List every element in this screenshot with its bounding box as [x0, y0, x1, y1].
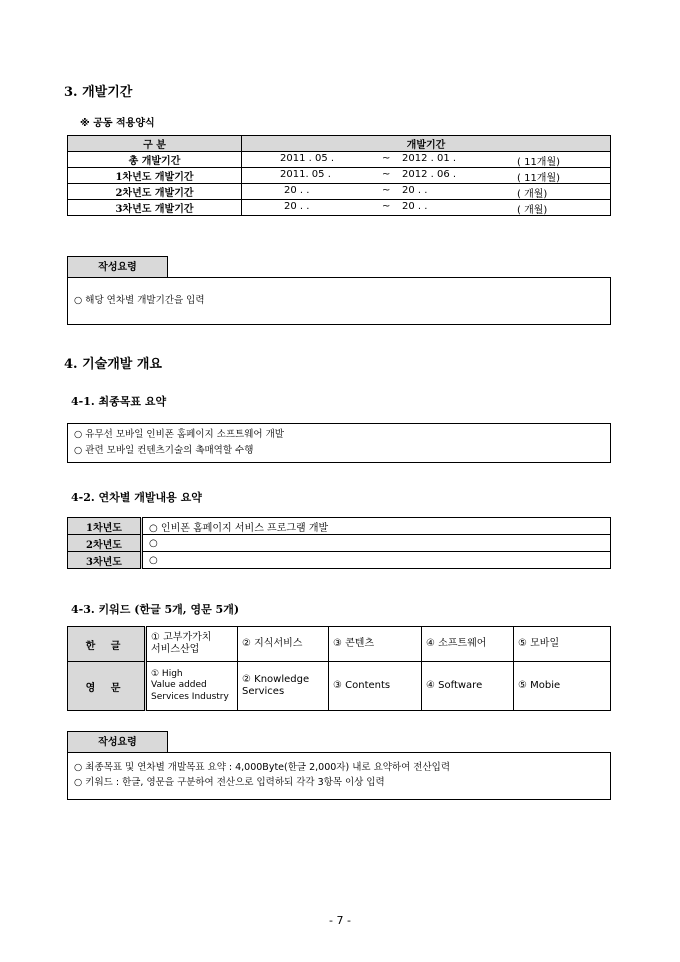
- guide-line: ○ 키워드 : 한글, 영문을 구분하여 전산으로 입력하되 각각 3항목 이상 입력: [74, 777, 385, 788]
- korean-keyword[interactable]: ⑤ 모바일: [514, 627, 611, 662]
- year-label: 3차년도: [68, 552, 142, 569]
- common-form-note: ※ 공동 적용양식: [80, 118, 155, 129]
- subsection-4-3-title: 4-3. 키워드 (한글 5개, 영문 5개): [71, 603, 240, 616]
- period-row-label: 1차년도 개발기간: [68, 168, 242, 184]
- korean-keyword[interactable]: ② 지식서비스: [238, 627, 329, 662]
- english-keyword[interactable]: ⑤ Mobie: [514, 662, 611, 711]
- period-months[interactable]: ( 11개월): [517, 157, 561, 168]
- english-keyword[interactable]: ④ Software: [422, 662, 514, 711]
- guide-line: ○ 최종목표 및 연차별 개발목표 요약 : 4,000Byte(한글 2,000자) 내로 요약하여 전산입력: [74, 762, 451, 773]
- guide-box: [67, 752, 611, 800]
- year-label: 2차년도: [68, 535, 142, 552]
- period-end[interactable]: 2012 . 01 .: [402, 153, 457, 164]
- period-end[interactable]: 2012 . 06 .: [402, 169, 457, 180]
- keyword-table: [67, 626, 611, 711]
- yearly-content-table: [67, 517, 611, 569]
- period-end[interactable]: 20 . .: [402, 201, 428, 212]
- period-tilde: ~: [382, 169, 391, 180]
- year-content[interactable]: ○ 인비폰 홈페이지 서비스 프로그램 개발: [142, 518, 611, 535]
- period-months[interactable]: ( 11개월): [517, 173, 561, 184]
- english-keyword[interactable]: ① High Value added Services Industry: [146, 662, 238, 711]
- guide-tab: 작성요령: [67, 731, 168, 753]
- period-tilde: ~: [382, 201, 391, 212]
- year-content[interactable]: ○: [142, 535, 611, 552]
- period-row-label: 2차년도 개발기간: [68, 184, 242, 200]
- period-months[interactable]: ( 개월): [517, 205, 548, 216]
- period-row-label: 3차년도 개발기간: [68, 200, 242, 216]
- header-category: 구 분: [68, 136, 242, 152]
- period-table: [67, 135, 611, 216]
- period-start[interactable]: 2011 . 05 .: [280, 153, 335, 164]
- period-row-label: 총 개발기간: [68, 152, 242, 168]
- goal-line: ○ 유무선 모바일 인비폰 홈페이지 소프트웨어 개발: [74, 429, 284, 440]
- period-start[interactable]: 20 . .: [284, 201, 310, 212]
- subsection-4-1-title: 4-1. 최종목표 요약: [71, 395, 167, 408]
- guide-text: ○ 해당 연차별 개발기간을 입력: [74, 295, 205, 306]
- english-keyword[interactable]: ② Knowledge Services: [238, 662, 329, 711]
- period-months[interactable]: ( 개월): [517, 189, 548, 200]
- year-content[interactable]: ○: [142, 552, 611, 569]
- period-tilde: ~: [382, 185, 391, 196]
- subsection-4-2-title: 4-2. 연차별 개발내용 요약: [71, 491, 202, 504]
- guide-tab: 작성요령: [67, 256, 168, 278]
- guide-box: [67, 277, 611, 325]
- period-start[interactable]: 20 . .: [284, 185, 310, 196]
- korean-keyword[interactable]: ① 고부가가치 서비스산업: [146, 627, 238, 662]
- final-goal-box: [67, 423, 611, 463]
- period-tilde: ~: [382, 153, 391, 164]
- english-label: 영 문: [68, 662, 146, 711]
- year-label: 1차년도: [68, 518, 142, 535]
- korean-label: 한 글: [68, 627, 146, 662]
- section-4-title: 4. 기술개발 개요: [64, 357, 162, 372]
- page-number: - 7 -: [329, 914, 351, 927]
- english-keyword[interactable]: ③ Contents: [329, 662, 422, 711]
- goal-line: ○ 관련 모바일 컨텐츠기술의 촉매역할 수행: [74, 445, 254, 456]
- korean-keyword[interactable]: ④ 소프트웨어: [422, 627, 514, 662]
- header-period: 개발기간: [242, 136, 611, 152]
- section-3-title: 3. 개발기간: [64, 85, 133, 100]
- period-start[interactable]: 2011. 05 .: [280, 169, 331, 180]
- korean-keyword[interactable]: ③ 콘텐츠: [329, 627, 422, 662]
- period-end[interactable]: 20 . .: [402, 185, 428, 196]
